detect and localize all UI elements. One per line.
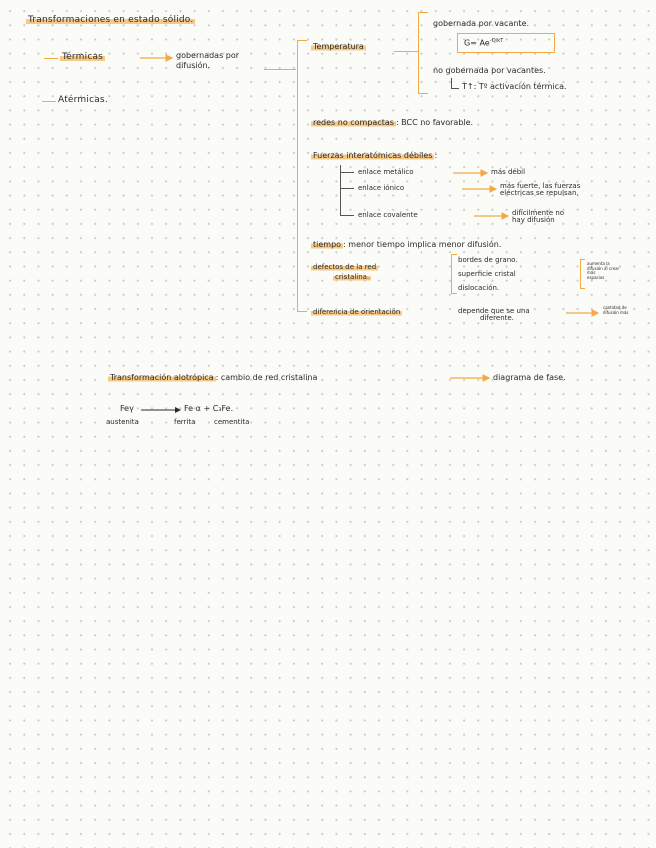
alotropica-result: diagrama de fase. (493, 373, 566, 382)
defecto-item-superficie: superficie cristal (458, 270, 516, 278)
gov-vacante: gobernada por vacante. (433, 19, 530, 28)
name-cementita: cementita (214, 418, 250, 426)
equation-left: Feγ (120, 404, 134, 413)
termicas-desc: gobernadas por difusión. (176, 51, 240, 70)
orientacion-detail: depende que se una diferente. (458, 307, 530, 322)
atermicas-label: Atérmicas. (58, 95, 108, 105)
enlace-metalico-result: más débil (491, 168, 526, 176)
equation-right: Fe α + C₃Fe. (184, 404, 234, 413)
redes-label: redes no compactas (313, 118, 394, 127)
enlace-metalico: enlace metálico (358, 168, 414, 176)
tiempo-label: tiempo (313, 240, 342, 249)
no-gov-detail: T↑: Tº activación térmica. (462, 82, 567, 91)
defecto-item-bordes: bordes de grano. (458, 256, 518, 264)
tiempo-detail: : menor tiempo implica menor difusión. (343, 240, 502, 249)
defectos-label: defectos de la red cristalina. (313, 263, 377, 281)
alotropica-label: Transformación alotrópica (110, 373, 214, 382)
orientacion-label: diferencia de orientación (313, 308, 401, 316)
name-austenita: austenita (106, 418, 139, 426)
no-gov-vacante: no gobernada por vacantes. (433, 66, 546, 75)
enlace-ionico-result: más fuerte, las fuerzas eléctricas se repulsan. (500, 182, 581, 197)
enlace-covalente: enlace covalente (358, 211, 418, 219)
orientacion-note: cantidad de difusión más (603, 305, 629, 315)
temperatura-label: Temperatura (313, 42, 364, 51)
alotropica-detail: : cambio de red cristalina (215, 373, 318, 382)
name-ferrita: ferrita (174, 418, 196, 426)
termicas-label: Térmicas (62, 52, 104, 62)
fuerzas-label: Fuerzas interatómicas débiles (313, 151, 433, 160)
title-highlight: Transformaciones en estado sólido. (28, 15, 194, 25)
redes-detail: : BCC no favorable. (395, 118, 474, 127)
enlace-covalente-result: difícilmente no hay difusión (512, 209, 565, 224)
fuerzas-row: Fuerzas interatómicas débiles : (313, 151, 438, 160)
defecto-item-dislocacion: dislocación. (458, 284, 500, 292)
enlace-ionico: enlace iónico (358, 184, 405, 192)
formula: $G= Ae^{-Q/kT}$ (464, 38, 504, 48)
defectos-note: aumenta la difusión al crear más espacios (587, 261, 620, 280)
